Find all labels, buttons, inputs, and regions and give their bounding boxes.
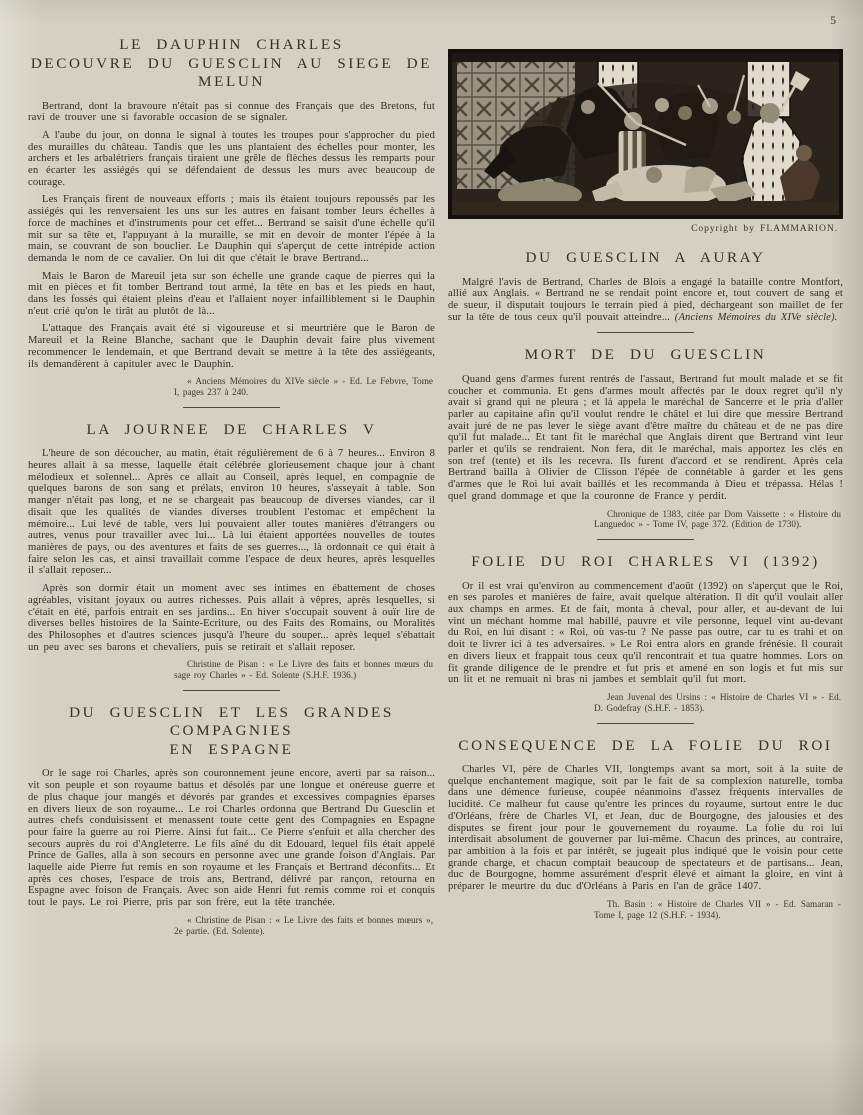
section-divider <box>597 723 694 724</box>
paragraph <box>448 277 843 324</box>
paragraph: L'attaque des Français avait été si vigoureuse et si meurtrière que le Baron de Mareuil et la Reine Blanche, sachant que le Dauphin devait faire plus vivement recommencer le lendemain, et que Bertrand devait se mettre à la tête des assiégeants, ils demandèrent à capituler avec le Dauphin. <box>28 323 435 370</box>
paragraph: Charles VI, père de Charles VII, longtemps avant sa mort, soit à la suite de quelque enchantement magique, soit par le fait de sa complexion naturelle, tomba dans une démence furieuse, coupée néanmoins d'assez fréquents intervalles de lucidité. Ce malheur fut cause qu'entre les princes du royaume, surtout entre le duc d'Orléans, frère de Charles VI, et Jean, duc de Bourgogne, des jalousies et des disputes se firent jour pour le gouvernement du royaume. La folie du roi lui interdisait absolument de gouverner par lui-même. Chacun des princes, au contraire, par ambition à la fois et par intérêt, se jugeait plus indiqué que le voisin pour cette grande charge, et chacun comptait beaucoup de spectateurs et de partisans... Jean, duc de Bourgogne, homme assurément d'esprit élevé et aimant la gloire, en vint à préparer le meurtre du duc d'Orléans à Paris en l'an de grâce 1407. <box>448 764 843 893</box>
source-reference: (Anciens Mémoires du XIVe siècle). <box>674 311 838 323</box>
paragraph: Mais le Baron de Mareuil jeta sur son échelle une grande caque de pierres qui la mit en pièces et fit tomber Bertrand tout armé, la tête en bas et les pieds en haut, dans les fossés qui étaient pleins d'eau et l'allaient noyer infailliblement si le Dauphin n'eut crié qu'on le tirât au plutôt de là... <box>28 270 435 317</box>
medieval-battle-illustration <box>448 49 843 219</box>
title-line: DECOUVRE DU GUESCLIN AU SIEGE DE MELUN <box>30 54 433 90</box>
article-title-grandes-compagnies <box>28 704 435 760</box>
paragraph: A l'aube du jour, on donna le signal à toutes les troupes pour s'approcher du pied des murailles du château. Tandis que les uns plantaient des échelles pour monter, les archers et les arbalétriers français tiraient une grêle de flèches dessus les remparts pour en écarter les assiégés qui se défendaient de dessus les murs avec beaucoup de courage. <box>28 129 435 188</box>
section-divider <box>183 407 280 408</box>
paragraph: Quand gens d'armes furent rentrés de l'assaut, Bertrand fut moult malade et se fit coucher et communia. Et gens d'armes moult affectés par le doux regret qu'il n'y avait si grand qui ne pleura ; et là appela le maréchal de Sancerre et le pria d'aller parler au capitaine afin qu'il voulut rendre le châtel et lui dire que messire Bertrand avait juré de ne pas lever le siège avant d'être maître du château et de ne pas dire qu'il fut malade... Et tant fit le maréchal que Anglais dirent que Bertrand vint leur parler et qu'ils se rendraient. Non fera, dit le maréchal, mais apportez les clés en son tref (tente) et ils les recevra. Ils furent d'accord et se rendirent. Après cela Bertrand bailla à Olivier de Clisson l'épée de connétable à garder et les gens d'armes que le Roi lui avait baillés et les recommanda à Dieu et trépassa. Hélas ! quel grand dommage et que la couronne de France y perdit. <box>448 373 843 502</box>
citation: « Christine de Pisan : « Le Livre des faits et bonnes mœurs », 2e partie. (Ed. Solente). <box>174 914 433 936</box>
paragraph-text: Malgré l'avis de Bertrand, Charles de Blois a engagé la bataille contre Montfort, allié aux Anglais. « Bertrand ne se rendait point encore et, tout couvert de sang et de sueur, il disputait toujours le terrain pied à pied, déchargeant son maillet de fer sur la tête de tous ceux qu'il pouvait atteindre... <box>448 276 843 323</box>
citation: Christine de Pisan : « Le Livre des faits et bonnes mœurs du sage roy Charles » - Ed. Solente (S.H.F. 1936.) <box>174 659 433 681</box>
section-divider <box>597 332 694 333</box>
paragraph: L'heure de son découcher, au matin, était régulièrement de 6 à 7 heures... Environ 8 heures allait à sa messe, laquelle était célébrée glorieusement chaque jour à chant mélodieux et solennel... Après ce allait au Conseil, après lequel, en compagnie de quelques barons de son sang et prélats, environ 10 heures, s'asseyait à table. Son manger n'était pas long, et ne se chargeait pas beaucoup de diverses viandes, car il disait que les qualités de viandes diverses troublent l'estomac et empêchent la mémoire... Lui levé de table, vers lui pouvaient aller toutes manières d'étrangers ou autres, venus pour travailler avec lui... Là lui étaient apportées nouvelles de toutes manières de pays, ou des aventures et faits de ses guerres..., là ordonnait ce qui était à faire selon les cas, et ainsi travaillait comme l'espace de deux heures, après lesquelles il s'allait reposer... <box>28 448 435 577</box>
title-line: DU GUESCLIN ET LES GRANDES COMPAGNIES <box>69 703 394 740</box>
article-title-consequence-folie: CONSEQUENCE DE LA FOLIE DU ROI <box>458 736 833 754</box>
article-title-journee-charles-v: LA JOURNEE DE CHARLES V <box>86 420 377 438</box>
section-divider <box>183 690 280 691</box>
page-number: 5 <box>830 15 836 27</box>
article-title-mort-du-guesclin: MORT DE DU GUESCLIN <box>524 346 767 364</box>
article-title-folie-charles-vi: FOLIE DU ROI CHARLES VI (1392) <box>471 553 820 571</box>
citation: Th. Basin : « Histoire de Charles VII » - Ed. Samaran - Tome I, page 12 (S.H.F. - 1934). <box>594 898 841 920</box>
section-divider <box>597 539 694 540</box>
left-column <box>28 34 435 945</box>
title-line: EN ESPAGNE <box>169 740 294 758</box>
article-title-dauphin-melun <box>28 36 435 92</box>
citation: « Anciens Mémoires du XIVe siècle » - Ed. Le Febvre, Tome I, pages 237 à 240. <box>174 376 433 398</box>
article-title-auray: DU GUESCLIN A AURAY <box>525 249 766 266</box>
citation: Chronique de 1383, citée par Dom Vaissette : « Histoire du Languedoc » - Tome IV, page 372. (Edition de 1730). <box>594 508 841 530</box>
paragraph: Les Français firent de nouveaux efforts ; mais ils étaient toujours repoussés par les assiégés qui les renversaient les uns sur les autres en faisant tomber leurs échelles à force de machines et d'instruments pour cet effet... Bertrand se saisit d'une échelle qu'il mit sur sa tête et, l'appuyant à la muraille, se mit en devoir de monter l'épée à la main, se couvrant de son bouclier. Le Dauphin qui s'aperçut de cette intrépide action demanda le nom de ce cavalier. On lui dit que c'était le brave Bertrand... <box>28 194 435 264</box>
paragraph: Or il est vrai qu'environ au commencement d'août (1392) on s'aperçut que le Roi, en ses paroles et manières de faire, avait quelque altération. Il dit qu'il voulait aller aux champs en armes. Et de fait, monta à cheval, pour aller, et au-devant de lui vint un méchant homme mal habillé, pauvre et vile personne, lequel vint au-devant du Roi, en lui disant : « Roi, où vas-tu ? Ne passe pas outre, car tu es trahi et on doit te livrer ici à tes adversaires. » Le Roi entra alors en grande frénésie. Il courait en divers lieux et frappait tous ceux qu'il rencontrait et tua quatre hommes. Lors on fit grande diligence de le prendre et fut pris et amené en son logis et fut mis sur un lit et ne remuait ni bras ni jambes et semblait qu'il fut mort. <box>448 580 843 686</box>
paragraph: Bertrand, dont la bravoure n'était pas si connue des Français que des Bretons, fut ravi de trouver une si favorable occasion de se signaler. <box>28 100 435 124</box>
paragraph: Après son dormir était un moment avec ses intimes en ébattement de choses agréables, visitant joyaux ou autres richesses. Puis allait à vêpres, après lesquelles, si c'était en été, parfois entrait en ses jardins... En hiver s'occupait souvent à ouïr lire de diverses belles histoires de la Sainte-Ecriture, ou des Faits des Romains, ou Moralités des Philosophes et d'autres sciences jusqu'à l'heure du souper... après lequel s'ébattait un peu avec ses barons et chevaliers, puis se retirait et s'allait reposer. <box>28 583 435 653</box>
paragraph: Or le sage roi Charles, après son couronnement jeune encore, averti par sa raison... vit son peuple et son royaume battus et désolés par une longue et onéreuse guerre et de plus chaque jour mangés et dévorés par grandes et excessives compagnies éparses en divers lieux de son royaume... Le roi Charles ordonna que Bertrand Du Guesclin et autres chefs conduisissent et menassent toute cette gent des Compagnies en Espagne pour faire la guerre au roi Pierre. Ainsi fut fait... Ce Pierre s'enfuit et alla chercher des secours auprès du roi d'Angleterre. Le fils aîné du dit Edouard, lequel fils était appelé Prince de Galles, alla à son secours en personne avec une grande foison d'Anglais. Par laquelle aide Pierre fut remis en son royaume et les Français et Bertrand déconfits... Et après ces choses, l'espace de trois ans, Bertrand, délivré par rançon, retourna en Espagne avec foison de Français. Avec son aide Henri fut remis comme roi et conquis tout le pays. Le roi Pierre, pris par son frère, eut la tête tranchée. <box>28 768 435 909</box>
citation: Jean Juvenal des Ursins : « Histoire de Charles VI » - Ed. D. Godefray (S.H.F. - 1853). <box>594 691 841 713</box>
illustration-figure <box>448 49 843 219</box>
right-column <box>448 34 843 945</box>
title-line: LE DAUPHIN CHARLES <box>119 36 344 53</box>
photo-credit: Copyright by FLAMMARION. <box>691 223 838 234</box>
